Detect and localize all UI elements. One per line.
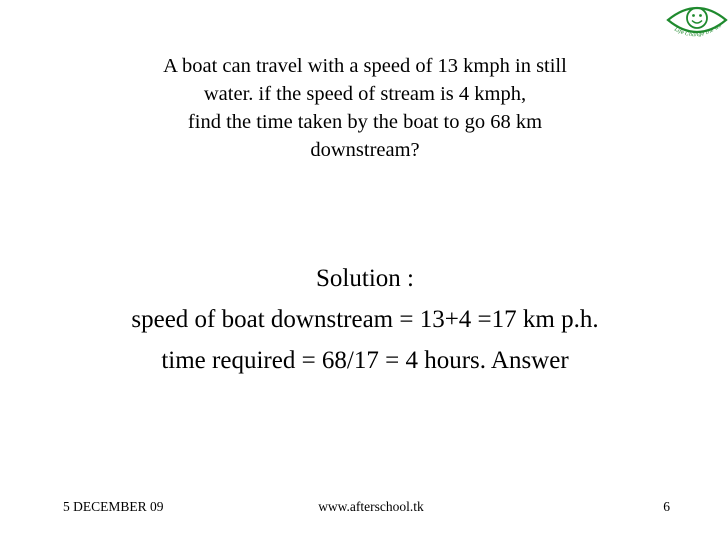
- slide-number: 6: [663, 499, 670, 514]
- footer-date: 5 DECEMBER 09: [63, 499, 164, 514]
- logo-text: Life Change the wo: [673, 22, 724, 39]
- solution-text: [40, 258, 690, 381]
- afterschool-logo-icon: [666, 0, 728, 40]
- question-line: downstream?: [310, 139, 420, 161]
- solution-heading: Solution :: [316, 265, 414, 292]
- solution-line: time required = 68/17 = 4 hours. Answer: [161, 347, 569, 374]
- question-line: A boat can travel with a speed of 13 kmph in still: [163, 55, 567, 77]
- question-text: [60, 52, 670, 164]
- question-line: water. if the speed of stream is 4 kmph,: [203, 83, 527, 105]
- question-line: find the time taken by the boat to go 68 km: [187, 111, 543, 133]
- footer-url: www.afterschool.tk: [318, 499, 424, 514]
- solution-line: speed of boat downstream = 13+4 =17 km p.h.: [131, 306, 599, 333]
